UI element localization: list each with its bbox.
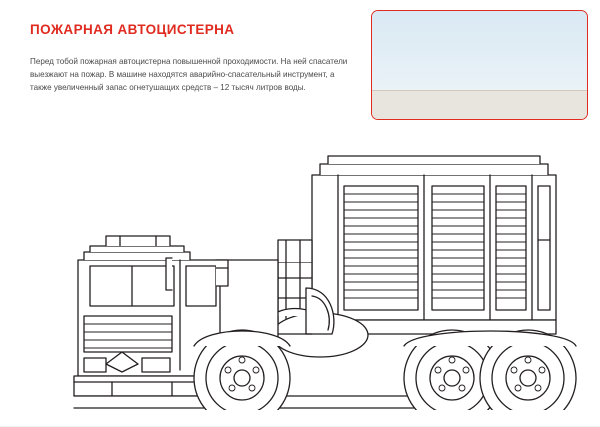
photo-sky (372, 11, 587, 91)
body-paragraph: Перед тобой пожарная автоцистерна повышенной проходимости. На ней спасатели выезжают на пожар. В машине находятся аварийно-спасательный инструмент, а также увеличенный запас огнетушащих средств – 12 тысяч литров воды. (30, 57, 348, 93)
fire-truck-outline-svg (20, 120, 580, 410)
fire-truck-photo-card (371, 10, 588, 120)
photo-inner (372, 11, 587, 119)
photo-ground (372, 90, 587, 119)
coloring-illustration (20, 120, 580, 410)
page-title: ПОЖАРНАЯ АВТОЦИСТЕРНА (30, 22, 235, 37)
